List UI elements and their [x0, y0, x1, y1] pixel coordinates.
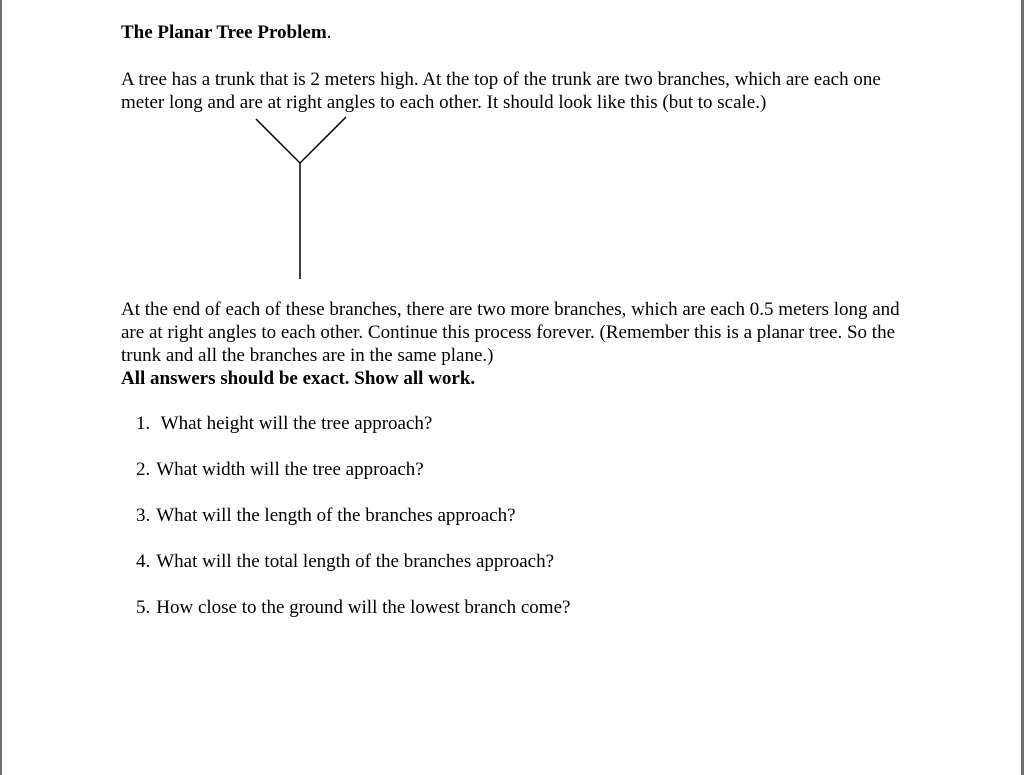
- question-4: 4. What will the total length of the branches approach?: [136, 551, 555, 572]
- tree-left-branch: [256, 119, 300, 163]
- intro-paragraph: A tree has a trunk that is 2 meters high. At the top of the trunk are two branches, which are each one meter long and are at right angles to each other. It should look like this (but to scale.): [121, 69, 881, 113]
- instructions-text: All answers should be exact. Show all work.: [121, 368, 476, 389]
- y-shaped-tree-icon: [250, 112, 350, 282]
- continuation-paragraph: [121, 298, 901, 390]
- tree-right-branch: [300, 117, 346, 163]
- question-3: 3. What will the length of the branches approach?: [136, 505, 516, 526]
- question-5: 5. How close to the ground will the lowest branch come?: [136, 597, 571, 618]
- page-title: The Planar Tree Problem.: [121, 22, 332, 43]
- question-2: 2. What width will the tree approach?: [136, 459, 424, 480]
- question-1: 1. What height will the tree approach?: [136, 413, 433, 434]
- continuation-text: At the end of each of these branches, there are two more branches, which are each 0.5 meters long and are at right angles to each other. Continue this process forever. (Remember this is a planar tree. So the trunk and all the branches are in the same plane.): [121, 299, 900, 366]
- page-edge-left: [0, 0, 2, 775]
